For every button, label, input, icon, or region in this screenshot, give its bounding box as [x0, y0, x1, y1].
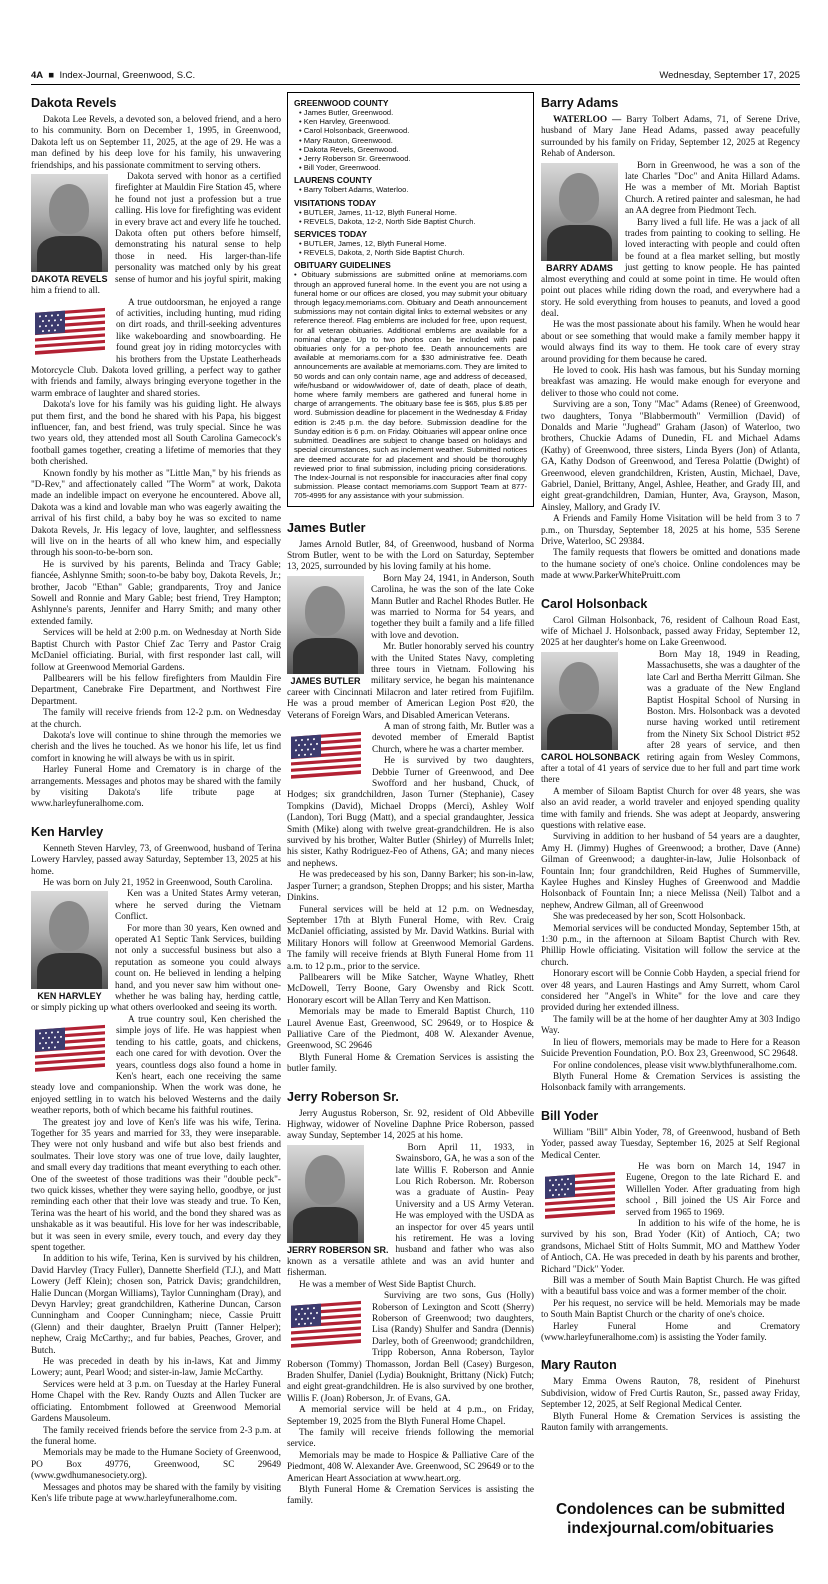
obituary-paragraph: James Arnold Butler, 84, of Greenwood, husband of Norma Strom Butler, went to be with the Lord on Saturday, September 13, 2025, surrounded by his loving family at his home. [287, 539, 534, 573]
obituary-paragraph: He was predeceased by his son, Danny Barker; his son-in-law, Jasper Turner; a grandson, Stephen Dropps; and his sister, Martha Dinkins. [287, 870, 534, 904]
obituary-paragraph: He was a member of West Side Baptist Church. [299, 1279, 476, 1290]
dateline: WATERLOO — [553, 115, 622, 125]
obituary-paragraph: Born in Greenwood, he was a son of the late Charles "Doc" and Anita Hillard Adams. He was a member of Mt. Moriah Baptist Church. A retired painter and salesman, he had an AA degree from Piedmont Tech. [625, 160, 800, 217]
obituary-title: Ken Harvley [31, 824, 104, 839]
obituary-title: Dakota Revels [31, 96, 117, 110]
list-item: • Bill Yoder, Greenwood. [299, 163, 527, 172]
column-right [541, 92, 800, 1434]
obituary-paragraph: A true outdoorsman, he enjoyed a range of activities, including hunting, mud riding on dirt roads, and thrill-seeking adventures like wakeboarding and snowboarding. He found great joy in riding motorcycles with his brothers from the Upstate Leatherheads Motorcycle Club. Dakota loved grilling, a perfect way to gather with friends and family, always bringing everyone together in the warm embrace of laughter and shared stories. [31, 297, 281, 399]
obituary-paragraph: The family will receive friends from 12-2 p.m. on Wednesday at the church. [31, 708, 281, 730]
american-flag-icon [287, 725, 365, 783]
obituary-paragraph: Dakota's love will continue to shine through the memories we cherish and the lives he touched. As we honor his life, let us find comfort in knowing he will always be with us in spirit. [31, 730, 281, 764]
obituary-paragraph: For online condolences, please visit www.blythfuneralhome.com. [553, 1060, 797, 1071]
obituary-paragraph: He was the most passionate about his family. When he would hear about or see something that would make a family member happy it would always find its way to them. He took care of every stray around providing for them because he cared. [541, 320, 800, 365]
laurens-list [299, 185, 527, 194]
obituary-paragraph: The family will be at the home of her daughter Amy at 303 Indigo Way. [541, 1014, 800, 1037]
header-divider [31, 84, 800, 85]
obituary-bill-yoder [541, 1109, 800, 1345]
obituary-paragraph: Known fondly by his mother as "Little Man," by his friends as "D-Rev," and affectionately called "The Worm" at work, Dakota made an indelible impact on everyone he encountered. Above all, Dakota was a kind and lovable man who was eagerly awaiting the arrival of his first child, a baby boy he was so excited to name Dakota Revels, Jr. His legacy of love, laughter, and selflessness will live on in the hearts of all who knew him, and especially through his soon-to-be-born son. [31, 468, 281, 559]
obituary-carol-holsonback [541, 597, 800, 1095]
obituary-paragraph: Ken was a United States Army veteran, where he served during the Vietnam Conflict. [115, 889, 281, 923]
portrait-photo [541, 652, 640, 762]
obituary-mary-rauton [541, 1358, 800, 1434]
photo-caption: KEN HARVLEY [37, 991, 102, 1002]
callout-line: Condolences can be submitted [555, 1501, 786, 1518]
obituary-paragraph: A Friends and Family Home Visitation will be held from 3 to 7 p.m., on Thursday, September 18, 2025 at his home, 535 Serene Drive, Waterloo, SC 29384. [541, 514, 800, 548]
list-item: • Dakota Revels, Greenwood. [299, 145, 527, 154]
portrait-photo [541, 163, 618, 273]
list-item: • James Butler, Greenwood. [299, 108, 527, 117]
photo-caption: BARRY ADAMS [546, 262, 613, 273]
list-item: • BUTLER, James, 12, Blyth Funeral Home. [299, 239, 527, 248]
obituary-paragraph: Funeral services will be held at 12 p.m. on Wednesday, September 17th at Blyth Funeral Home, with Rev. Craig McDaniel officiating, assisted by Mr. David Watkins. Burial with Military Honors will follow at Greenwood Memorial Gardens. The family will receive friends at Blyth Funeral Home from 11 a.m. to 12 p.m., prior to the service. [287, 904, 534, 972]
obituary-paragraph: He was born on July 21, 1952 in Greenwood, South Carolina. [43, 878, 273, 888]
obituary-paragraph: A memorial service will be held at 4 p.m., on Friday, September 19, 2025 from the Blyth Funeral Home Chapel. [287, 1405, 534, 1427]
obituary-paragraph: He was born on March 14, 1947 in Eugene, Oregon to the late Richard E. and Willellen Yoder. After graduating from high school , Bill joined the US Air Force and served from 1965 to 1969. [626, 1161, 800, 1218]
obituary-paragraph: A true country soul, Ken cherished the simple joys of life. He was happiest when tending to his cattle, goats, and chickens, each one cared for with devotion. Over the years, countless dogs also found a home in Ken's heart, each one receiving the same steady love and companionship. When the work was done, he enjoyed settling in to watch his beloved Westerns and the daily weather reports, both of which became his faithful routines. [31, 1014, 281, 1117]
obituary-paragraph: He is survived by two daughters, Debbie Turner of Greenwood, and Dee Swofford and her husband, Chuck, of Hodges; six grandchildren, Jason Turner (Stephanie), Casey Tompkins (David), Michael Dropps (Merci), Ashley Wolf (Landon), Tori Bugg (Matt), and a special grandaughter, Jessica Smith (Mike) along with twelve great-grandchildren. He is also survived by his brother, Walter Butler (Shirley) of Murrells Inlet; his sister, Kathy Rodriguez-Feo of Athens, GA; and many nieces and nephews. [287, 756, 534, 869]
american-flag-icon [31, 301, 109, 359]
obituary-paragraph: Mr. Butler honorably served his country with the United States Navy, completing three tours in Vietnam. Following his military service, he began his maintenance career with Cincinnati Milacron and later retired from Fujifilm. He was a proud member of American Legion Post #20, the Veterans of Foreign Wars, and Disabled American Veterans. [287, 642, 534, 721]
obituary-paragraph: Honorary escort will be Connie Cobb Hayden, a special friend for over 48 years, and Lauren Hastings and Amy Surrett, whom Carol considered her "Angel's in White" for the love and care they provided during her extended illness. [541, 969, 800, 1014]
obituary-paragraph: Carol Gilman Holsonback, 76, resident of Calhoun Road East, wife of Michael J. Holsonback, passed away Friday, September 12, 2025 at her daughter's home on Lake Greenwood. [541, 615, 800, 649]
obituary-paragraph: In lieu of flowers, memorials may be made to Here for a Reason Suicide Prevention Foundation, P.O. Box 23, Greenwood, SC 29648. [541, 1037, 800, 1060]
photo-caption: CAROL HOLSONBACK [541, 751, 640, 762]
list-item: • Barry Tolbert Adams, Waterloo. [299, 185, 527, 194]
section-heading: GREENWOOD COUNTY [294, 98, 389, 108]
guidelines-text: • Obituary submissions are submitted online at memoriams.com through an approved funeral home. In the event you are not using a funeral home or our offices are closed, you may submit your obituary through legacy.memoriams.com. Obituary and Death announcement submissions may not contain digital links to external websites or any reference thereof. Flag emblems are included for free, upon request, for all veteran obituaries. Additional emblems are available for a nominal charge. Up to two photos can be included with paid obituaries only for a per-photo fee. Death announcements are available at memoriams.com for a $30 administrative fee. Death announcements are available at memoriams.com. They are limited to 50 words and can only contain name, age and address of deceased, wife/husband or widow/widower of, date of death, place of death, home where family members are gathered and funeral home in charge of arrangements. The obituary base fee is $65, plus $.85 per word. Submission deadline for placement in the Wednesday & Friday edition is 2:45 p.m. the day before. Submission deadline for the Sunday edition is 6 p.m. on Friday. Obituaries will appear online once submitted. Deadlines are subject to change based on holidays and special circumstances, such as inclement weather. Submitted notices are deemed accurate for ad placement and should be thoroughly reviewed prior to final submission, including pricing considerations. The Index-Journal is not responsible for inaccuracies after final copy submission. Please contact memoriams.com Support Team at 877-705-4995 for any assistance with your submission. [294, 270, 527, 501]
list-item: • Carol Holsonback, Greenwood. [299, 126, 527, 135]
obituary-paragraph: Dakota Lee Revels, a devoted son, a beloved friend, and a hero to his community. Born on December 1, 1995, in Greenwood, Dakota left us on September 11, 2025, at the age of 29. He was a man defined by his deep love for his family, his unwavering friendships, and his passionate commitment to serving others. [31, 115, 281, 171]
obituary-index-box [287, 92, 534, 507]
issue-date: Wednesday, September 17, 2025 [659, 70, 800, 81]
obituary-paragraph: For more than 30 years, Ken owned and operated A1 Septic Tank Services, building not only a successful business but also a reputation as someone you could always count on. He believed in lending a helping hand, and you never saw him without one-whether he was baling hay, herding cattle, or simply picking up what others overlooked and seeing its worth. [31, 923, 281, 1014]
obituary-paragraph: Mary Emma Owens Rauton, 78, resident of Pinehurst Subdivision, widow of Fred Curtis Rauton, Sr., passed away Friday, September 12, 2025, at Self Regional Medical Center. [541, 1377, 800, 1411]
obituary-paragraph: He loved to cook. His hash was famous, but his Sunday morning breakfast was amazing. He would make enough for everyone and deliver to those who could not come. [541, 365, 800, 399]
obituary-paragraph: Surviving are two sons, Gus (Holly) Roberson of Lexington and Scott (Sherry) Roberson of Greenwood; two daughters, Lisa (Randy) Shulfer and Sandra (Dennis) Darley, both of Greenwood; grandchildren, Tripp Roberson, Anna Roberson, Taylor Roberson (Tommy) Thomasson, Jordan Bell (Casey) Burgeson, Braden Shulfer, Daniel (Lydia) Bouknight, Brittany (Nick) Futch; and eight great-grandchildren. He is also survived by one brother, Willis F. (Joan) Roberson, Jr. of Evans, GA. [287, 1291, 534, 1404]
obituary-paragraph: Pallbearers will be Mike Satcher, Wayne Whatley, Rhett McDowell, Terry Boone, Gary Owensby and Rick Scott. Honorary escort will be Allan Terry and Ken Mattison. [287, 972, 534, 1006]
obituary-paragraph: A man of strong faith, Mr. Butler was a devoted member of Emerald Baptist Church, where he was a charter member. [372, 722, 534, 755]
obituary-paragraph: Surviving are a son, Tony "Mac" Adams (Renee) of Greenwood, two daughters, Tonya "Blabbermouth" Vermillion (David) of Donalds and Marie "Jughead" Graham (Jason) of Waterloo, two brothers, Chuckie Adams of Dunedin, FL and Michael Adams (Kathy) of Greenwood, three sisters, Linda Byers (Jon) of Atlanta, GA, Kathy Dodson of Greenwood, and Teresa Polattie (Dwight) of Greenwood, eleven grandchildren, Kristen, Austin, Michael, Dave, Gabriel, Daniel, Brittany, Angel, Ashlee, Heather, and Grady III, and eight great-grandchildren, Damian, Hunter, Ava, Grayson, Mason, Ainsley, Mallory, and Grady IV. [541, 400, 800, 513]
obituary-dakota-revels [31, 96, 281, 811]
section-heading: SERVICES TODAY [294, 229, 367, 240]
obituary-paragraph: Memorials may be made to Hospice & Palliative Care of the Piedmont, 408 W. Alexander Ave. Greenwood, SC 29649 or to the American Heart Association at www.heart.org. [287, 1450, 534, 1484]
obituary-paragraph: Pallbearers will be his fellow firefighters from Mauldin Fire Department, Canebrake Fire Department, and Northwest Fire Department. [31, 673, 281, 707]
obituary-paragraph: William "Bill" Albin Yoder, 78, of Greenwood, husband of Beth Yoder, passed away Tuesday, September 16, 2025 at Self Regional Medical Center. [541, 1127, 800, 1161]
obituary-paragraph: Dakota's love for his family was his guiding light. He always put them first, and the bond he shared with his Papa, his biggest influencer, fan, and best friend, was truly special. Since he was two years old, they attended most all South Carolina Gamecock's football games together, creating a lifetime of memories that they both cherished. [31, 400, 281, 468]
portrait-photo [287, 576, 364, 686]
obituary-paragraph: She was predeceased by her son, Scott Holsonback. [553, 912, 746, 923]
list-item: • BUTLER, James, 11-12, Blyth Funeral Home. [299, 208, 527, 217]
portrait-image [31, 174, 108, 272]
obituary-barry-adams [541, 96, 800, 583]
obituary-paragraph: Surviving in addition to her husband of 54 years are a daughter, Amy H. (Jimmy) Hughes of Greenwood; a brother, Dave (Anne) Gilman of Greenwood; a daughter-in-law, Julie Holsonback of Fountain Inn; four grandchildren, Reid Hughes of Summerville, Kaylee Hughes and Kinsley Hughes of Greenwood and Maddie Holsonback of Fountain Inn; a niece Melissa (Neil) Talbot and a nephew, Andrew Gilman, all of Greenwood [541, 832, 800, 911]
section-heading: OBITUARY GUIDELINES [294, 260, 391, 271]
obituary-paragraph: The family requests that flowers be omitted and donations made to the humane society of one's choice. Online condolences may be made at www.ParkerWhitePruitt.com [541, 548, 800, 582]
obituary-title: Mary Rauton [541, 1358, 617, 1373]
portrait-photo [31, 174, 108, 284]
obituary-paragraph [541, 115, 800, 161]
portrait-image [541, 652, 618, 750]
section-heading: VISITATIONS TODAY [294, 197, 377, 208]
obituary-paragraph: Born April 11, 1933, in Swainsboro, GA, he was a son of the late Willis F. Roberson and Annie Lou Rich Roberson. Mr. Roberson was a graduate of Austin- Peay University and a US Army Veteran. He was employed with the USDA as an inspector for over 45 years until his retirement. He was a loving husband and father who was also known as a versatile athlete and was an avid hunter and fisherman. [287, 1142, 534, 1279]
obituary-paragraph: The family will receive friends following the memorial service. [287, 1427, 534, 1450]
obituary-paragraph: Messages and photos may be shared with the family by visiting Ken's life tribute page at www.harleyfuneralhome.com. [31, 1482, 281, 1504]
american-flag-icon [541, 1165, 619, 1223]
obituary-paragraph: Blyth Funeral Home & Cremation Services is assisting the Rauton family with arrangements. [541, 1411, 800, 1434]
obituary-paragraph: The greatest joy and love of Ken's life was his wife, Terina. Together for 35 years and married for 33, they were inseparable. They were not only husband and wife but also best friends and soulmates. Their love story was one of true love, daily laughter, and small every day traditions that meant everything to each other. One of the sweetest of those traditions was their "double peck"-two quick kisses, whether they were saying hello, goodbye, or just reminding each other that their love was steady and true. To Ken, Terina was the heart of his world, and the bond they shared was as unshakable as it was beautiful. His love for her was indescribable, but it was seen in every smile, every touch, and every day they spent together. [31, 1117, 281, 1253]
page-header-left [31, 70, 195, 81]
photo-caption: JAMES BUTLER [290, 675, 361, 686]
portrait-image [31, 891, 108, 989]
page-number: 4A [31, 70, 44, 81]
obituary-paragraph: Per his request, no service will be held. Memorials may be made to South Main Baptist Church or the charity of one's choice. [541, 1298, 800, 1321]
section-heading: LAURENS COUNTY [294, 175, 373, 186]
obituary-paragraph: In addition to his wife, Terina, Ken is survived by his children, David Harvley (Tracy Fuller), Dannette Sherfield (T.J.), and Matt Lowery (Jeff Klein); chosen son, Patrick Davis; grandchildren, Halie Duncan (Morgan Williams), Taylor Cunningham (Dray), and Devyn Harvley; great grandchildren, Katherine Duncan, Carson Cunningham and Cooper Cunningham; niece, Cassie Pruitt (Glenn) and their daughter, Braelyn Pruitt (Tanner Helper); nephew, Craig McCarthy;, and fur babies, Peaches, Grover, and Butch. [31, 1254, 281, 1356]
portrait-image [287, 576, 364, 674]
obituary-jerry-roberson [287, 1090, 534, 1508]
services-list [299, 239, 527, 257]
obituary-paragraph: Blyth Funeral Home & Cremation Services is assisting the Holsonback family with arrangements. [541, 1071, 800, 1094]
list-item: • Jerry Roberson Sr. Greenwood. [299, 154, 527, 163]
separator-square-icon: ■ [45, 70, 57, 81]
obituary-paragraph: Services will be held at 2:00 p.m. on Wednesday at North Side Baptist Church with Pastor Chief Zac Terry and Pastor Craig McDaniel officiating. Burial, with first responder last call, will follow at Greenwood Memorial Gardens. [31, 628, 281, 673]
obituary-james-butler [287, 521, 534, 1076]
obituary-paragraph: Kenneth Steven Harvley, 73, of Greenwood, husband of Terina Lowery Harvley, passed away Saturday, September 13, 2025 at his home. [31, 843, 281, 877]
obituary-paragraph: Born May 24, 1941, in Anderson, South Carolina, he was the son of the late Coke Mann Butler and Rachel Rhodes Butler. He was married to Norma for 54 years, and together they built a family and a life filled with love and devotion. [371, 573, 534, 641]
obituary-title: James Butler [287, 520, 366, 535]
greenwood-list [299, 108, 527, 172]
obituary-title: Barry Adams [541, 96, 619, 110]
obituary-paragraph: Dakota served with honor as a certified firefighter at Mauldin Fire Station 45, where he found not just a profession but a true calling. His love for firefighting was evident in every brave act and every life he touched. Dakota often put others before himself, demonstrating his natural sense to help those in need. His larger-than-life personality was matched only by his great sense of humor and his joyful spirit, making him a friend to all. [31, 172, 281, 297]
obituary-ken-harvley [31, 825, 281, 1506]
photo-caption: JERRY ROBERSON SR. [287, 1244, 389, 1255]
obituary-paragraph: He is survived by his parents, Belinda and Tracy Gable; fiancée, Ashlynne Smith; soon-to-be baby boy, Dakota Revels, Jr.; brother, Jacob "Ethan" Gable; grandparents, Troy and Janice Sowell and Ronnie and Mary Gable; best friend, Trey Hampton; Ashlynne's parents, Jennifer and Harry Smith; and many other extended family. [31, 559, 281, 627]
obituary-paragraph: He was preceded in death by his in-laws, Kat and Jimmy Lowery; aunt, Pearl Wood; and sister-in-law, Jamie McCarthy. [31, 1357, 281, 1379]
obituary-paragraph: Harley Funeral Home and Crematory (www.harleyfuneralhome.com) is assisting the Yoder family. [541, 1321, 800, 1344]
callout-url[interactable]: indexjournal.com/obituaries [567, 1520, 774, 1537]
publication-name: Index-Journal, Greenwood, S.C. [59, 70, 196, 81]
obituary-paragraph: A member of Siloam Baptist Church for over 48 years, she was also an avid reader, a world traveler and enjoyed spending quality time with family and friends. She was adept at Jeopardy, answering questions with relative ease. [541, 786, 800, 831]
condolences-callout [541, 1500, 800, 1538]
american-flag-icon [287, 1294, 365, 1352]
page-header [31, 68, 800, 84]
obituary-paragraph: Barry lived a full life. He was a jack of all trades from painting to cooking to selling. He loved interacting with people and could often be found at a flea market selling, but mostly just getting to know people. He has painted almost everything and could at some point in time. He would often point out places while riding down the road, and everywhere had a story. He sold everything from houses to peanuts, and loved a good deal. [541, 217, 800, 319]
portrait-photo [31, 891, 108, 1001]
photo-caption: DAKOTA REVELS [31, 274, 108, 285]
list-item: • Mary Rauton, Greenwood. [299, 136, 527, 145]
obituary-paragraph: Blyth Funeral Home & Cremation Services is assisting the butler family. [287, 1052, 534, 1075]
obituary-paragraph: Born May 18, 1949 in Reading, Massachusetts, she was a daughter of the late Carl and Bertha Merritt Gilman. She was a graduate of the New England Baptist Hospital School of Nursing in Boston. Mrs. Holsonback was a devoted nurse having worked until retirement from the Ninety Six School District #52 after 28 years of service, and then retiring again from Wesley Commons, after a total of 41 years of service due to her full and part time work there [541, 649, 800, 786]
obituary-paragraph: Jerry Augustus Roberson, Sr. 92, resident of Old Abbeville Highway, widower of Noveline Daphne Price Roberson, passed away Sunday, September 14, 2025 at his home. [287, 1108, 534, 1142]
list-item: • Ken Harvley, Greenwood. [299, 117, 527, 126]
american-flag-icon [31, 1018, 109, 1076]
obituary-title: Jerry Roberson Sr. [287, 1089, 399, 1104]
list-item: • REVELS, Dakota, 2, North Side Baptist Church. [299, 248, 527, 257]
obituary-paragraph: Memorials may be made to Emerald Baptist Church, 110 Laurel Avenue East, Greenwood, SC 29649, or to Hospice & Palliative Care of the Piedmont, 408 W. Alexander Avenue, Greenwood, SC 29646 [287, 1007, 534, 1052]
list-item: • REVELS, Dakota, 12-2, North Side Baptist Church. [299, 217, 527, 226]
obituary-paragraph: Memorial services will be conducted Monday, September 15th, at 1:30 p.m., in the afternoon at Siloam Baptist Church with Rev. Phillip Howle officiating. Visitation will follow the service at the church. [541, 923, 800, 968]
obituary-paragraph: Memorials may be made to the Humane Society of Greenwood, PO Box 49776, Greenwood, SC 29649 (www.gwdhumanesociety.org). [31, 1448, 281, 1482]
column-left [31, 92, 281, 1505]
obituary-paragraph: Services were held at 3 p.m. on Tuesday at the Harley Funeral Home Chapel with the Rev. Randy Ouzts and Allen Tucker are officiating. Entombment followed at Greenwood Memorial Gardens Mausoleum. [31, 1379, 281, 1425]
obituary-paragraph: The family received friends before the service from 2-3 p.m. at the funeral home. [31, 1425, 281, 1447]
obituary-paragraph: In addition to his wife of the home, he is survived by his son, Brad Yoder (Kit) of Antioch, CA; two grandsons, Michael Stitt of Holts Summit, MO and Matthew Yoder of Antioch, CA. He was preceded in death by his parents and brother, Richard "Dick" Yoder. [541, 1218, 800, 1275]
visitations-list [299, 208, 527, 226]
column-middle [287, 92, 534, 1508]
obituary-paragraph: Harley Funeral Home and Crematory is in charge of the arrangements. Messages and photos may be shared with the family by visiting Dakota's life tribute page at www.harleyfuneralhome.com. [31, 765, 281, 810]
obituary-title: Carol Holsonback [541, 596, 648, 611]
portrait-photo [287, 1145, 389, 1255]
portrait-image [541, 163, 618, 261]
portrait-image [287, 1145, 364, 1243]
obituary-paragraph: Bill was a member of South Main Baptist Church. He was gifted with a beautiful bass voice and was a former member of the choir. [541, 1276, 800, 1298]
obituary-title: Bill Yoder [541, 1108, 599, 1123]
obituary-paragraph: Blyth Funeral Home & Cremation Services is assisting the family. [287, 1485, 534, 1507]
paragraph-text: Barry Tolbert Adams, 71, of Serene Drive, husband of Mary Jane Head Adams, passed away peacefully surrounded by his family on Friday, September 12, 2025 at Regency Rehab of Anderson. [541, 115, 800, 160]
